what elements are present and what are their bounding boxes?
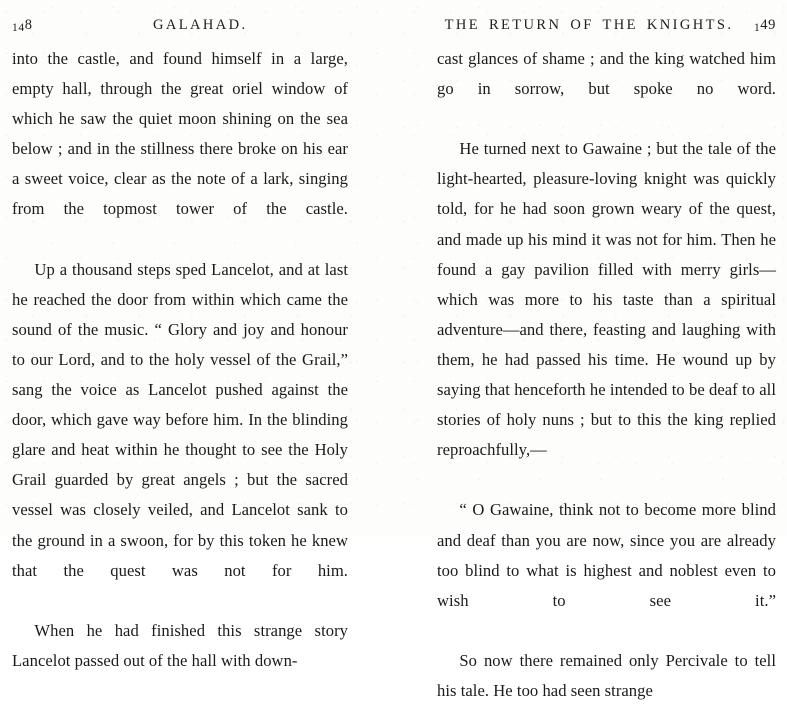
paragraph: So now there remained only Percivale to tell his tale. He too had seen strange xyxy=(437,650,776,700)
recto-folio-lowered-digits: 1 xyxy=(753,21,761,34)
recto-running-title: THE RETURN OF THE KNIGHTS. xyxy=(444,17,734,33)
verso-text-block xyxy=(12,44,348,676)
verso-folio xyxy=(12,14,33,37)
paragraph: cast glances of shame ; and the king watched him go in sorrow, but spoke no word. xyxy=(437,49,776,99)
paragraph: He turned next to Gawaine ; but the tale of the light-hearted, pleasure-loving knight was quickly told, for he had soon grown weary of the quest, and made up his mind it was not for him. Then he found a gay pavilion filled with merry girls—which was more to his taste than a spiritual adventure—and there, feasting and laughing with them, he had passed his time. He wound up by saying that henceforth he intended to be deaf to all stories of holy nuns ; but to this the king replied reproachfully,— xyxy=(437,139,776,460)
paragraph: Up a thousand steps sped Lancelot, and at last he reached the door from within which came the sound of the music. “ Glory and joy and honour to our Lord, and to the holy vessel of the Grail,” sang the voice as Lancelot pushed against the door, which gave way before him. In the blinding glare and heat within he thought to see the Holy Grail guarded by great angels ; but the sacred vessel was closely veiled, and Lancelot sank to the ground in a swoon, for by this token he knew that the quest was not for him. xyxy=(12,259,348,580)
recto-page xyxy=(394,0,787,700)
recto-folio xyxy=(740,14,776,37)
verso-running-head xyxy=(12,14,368,36)
verso-folio-lowered-digits: 14 xyxy=(12,21,25,34)
verso-running-title: GALAHAD. xyxy=(153,17,248,33)
paragraph: into the castle, and found himself in a large, empty hall, through the great oriel window of which he saw the quiet moon shining on the sea below ; and in the stillness there broke on his ear a sweet voice, clear as the note of a lark, singing from the topmost tower of the castle. xyxy=(12,49,348,219)
recto-text-block xyxy=(437,44,776,706)
recto-folio-ascending-digits: 49 xyxy=(760,17,776,33)
recto-running-head xyxy=(438,14,776,36)
verso-page xyxy=(0,0,394,670)
verso-folio-ascending-digits: 8 xyxy=(24,17,33,33)
paragraph: When he had finished this strange story Lancelot passed out of the hall with down- xyxy=(12,620,348,670)
paragraph: “ O Gawaine, think not to become more blind and deaf than you are now, since you are already too blind to what is highest and noblest even to wish to see it.” xyxy=(437,500,776,610)
